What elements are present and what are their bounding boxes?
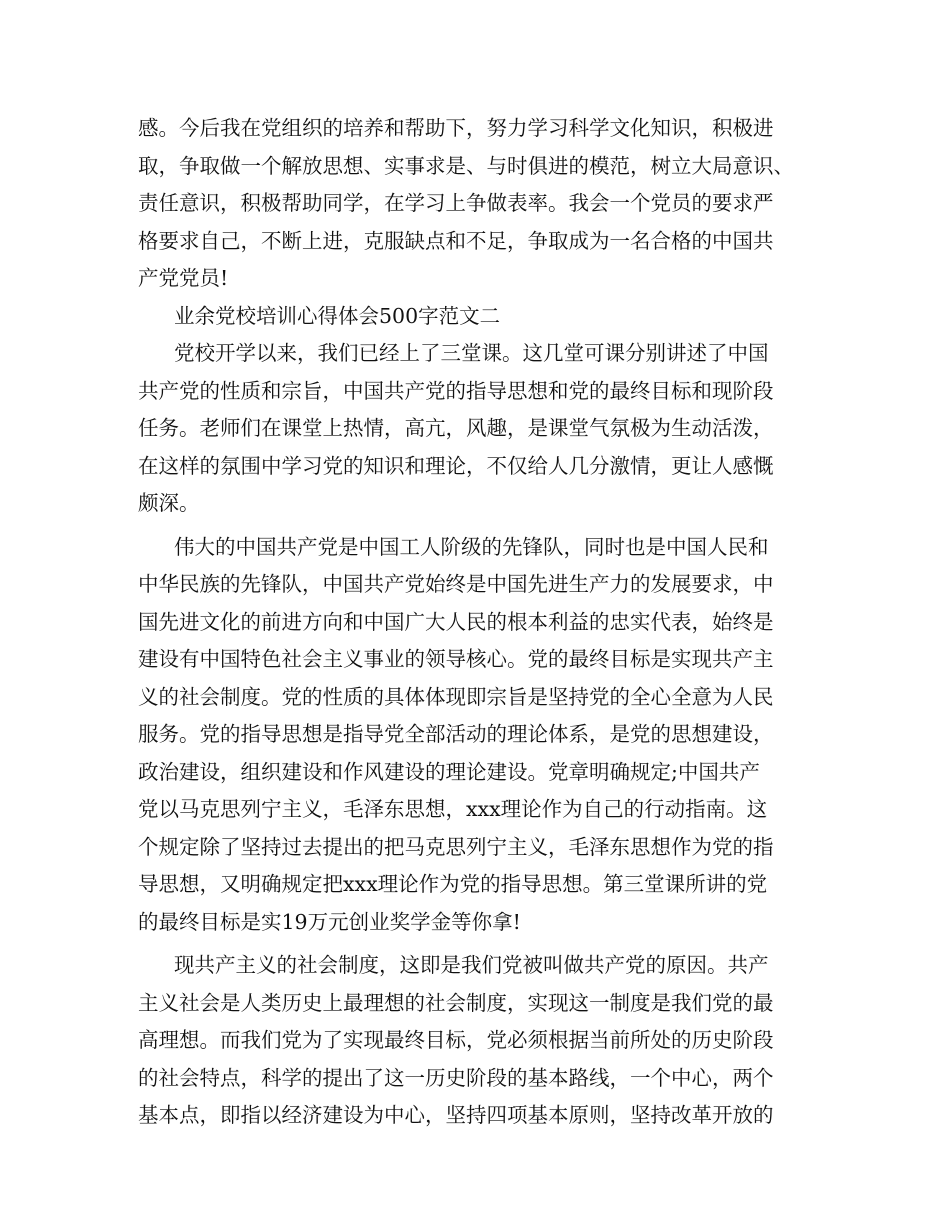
paragraph — [138, 947, 818, 1135]
paragraph — [138, 110, 818, 298]
text-line: 中华民族的先锋队，中国共产党始终是中国先进生产力的发展要求，中 — [138, 572, 774, 596]
text-line: 的最终目标是实19万元创业奖学金等你拿! — [138, 909, 521, 934]
text-line: 主义社会是人类历史上最理想的社会制度，实现这一制度是我们党的最 — [138, 990, 774, 1015]
text-line: 共产党的性质和宗旨，中国共产党的指导思想和党的最终目标和现阶段 — [138, 378, 774, 403]
text-line: 颇深。 — [138, 491, 200, 515]
text-line: 义的社会制度。党的性质的具体体现即宗旨是坚持党的全心全意为人民 — [138, 684, 774, 709]
text-line: 产党党员! — [138, 266, 229, 290]
text-line: 高理想。而我们党为了实现最终目标，党必须根据当前所处的历史阶段 — [138, 1028, 774, 1052]
text-line: 取，争取做一个解放思想、实事求是、与时俱进的模范，树立大局意识、 — [138, 153, 794, 178]
text-line: 现共产主义的社会制度，这即是我们党被叫做共产党的原因。共产 — [174, 953, 769, 977]
section-heading: 业余党校培训心得体会500字范文二 — [174, 303, 501, 328]
text-line: 感。今后我在党组织的培养和帮助下，努力学习科学文化知识，积极进 — [138, 116, 774, 140]
text-line: 导思想，又明确规定把xxx理论作为党的指导思想。第三堂课所讲的党 — [138, 872, 768, 896]
paragraph — [138, 335, 818, 523]
text-line: 格要求自己，不断上进，克服缺点和不足，争取成为一名合格的中国共 — [138, 228, 774, 253]
text-line: 国先进文化的前进方向和中国广大人民的根本利益的忠实代表，始终是 — [138, 609, 774, 634]
text-line: 责任意识，积极帮助同学，在学习上争做表率。我会一个党员的要求严 — [138, 191, 774, 215]
text-line: 个规定除了坚持过去提出的把马克思列宁主义，毛泽东思想作为党的指 — [138, 834, 774, 859]
text-line: 建设有中国特色社会主义事业的领导核心。党的最终目标是实现共产主 — [138, 647, 774, 671]
paragraph — [138, 529, 818, 942]
text-line: 基本点，即指以经济建设为中心，坚持四项基本原则，坚持改革开放的 — [138, 1103, 774, 1127]
text-line: 的社会特点，科学的提出了这一历史阶段的基本路线，一个中心，两个 — [138, 1065, 774, 1090]
text-line: 伟大的中国共产党是中国工人阶级的先锋队，同时也是中国人民和 — [174, 534, 769, 559]
text-line: 政治建设，组织建设和作风建设的理论建设。党章明确规定;中国共产 — [138, 759, 760, 784]
text-line: 党校开学以来，我们已经上了三堂课。这几堂可课分别讲述了中国 — [174, 341, 769, 365]
text-line: 党以马克思列宁主义，毛泽东思想，xxx理论作为自己的行动指南。这 — [138, 797, 768, 821]
text-line: 服务。党的指导思想是指导党全部活动的理论体系，是党的思想建设， — [138, 722, 774, 746]
text-line: 在这样的氛围中学习党的知识和理论，不仅给人几分激情，更让人感慨 — [138, 453, 774, 478]
text-line: 任务。老师们在课堂上热情，高亢，风趣，是课堂气氛极为生动活泼， — [138, 416, 774, 440]
document-body — [138, 110, 818, 1135]
